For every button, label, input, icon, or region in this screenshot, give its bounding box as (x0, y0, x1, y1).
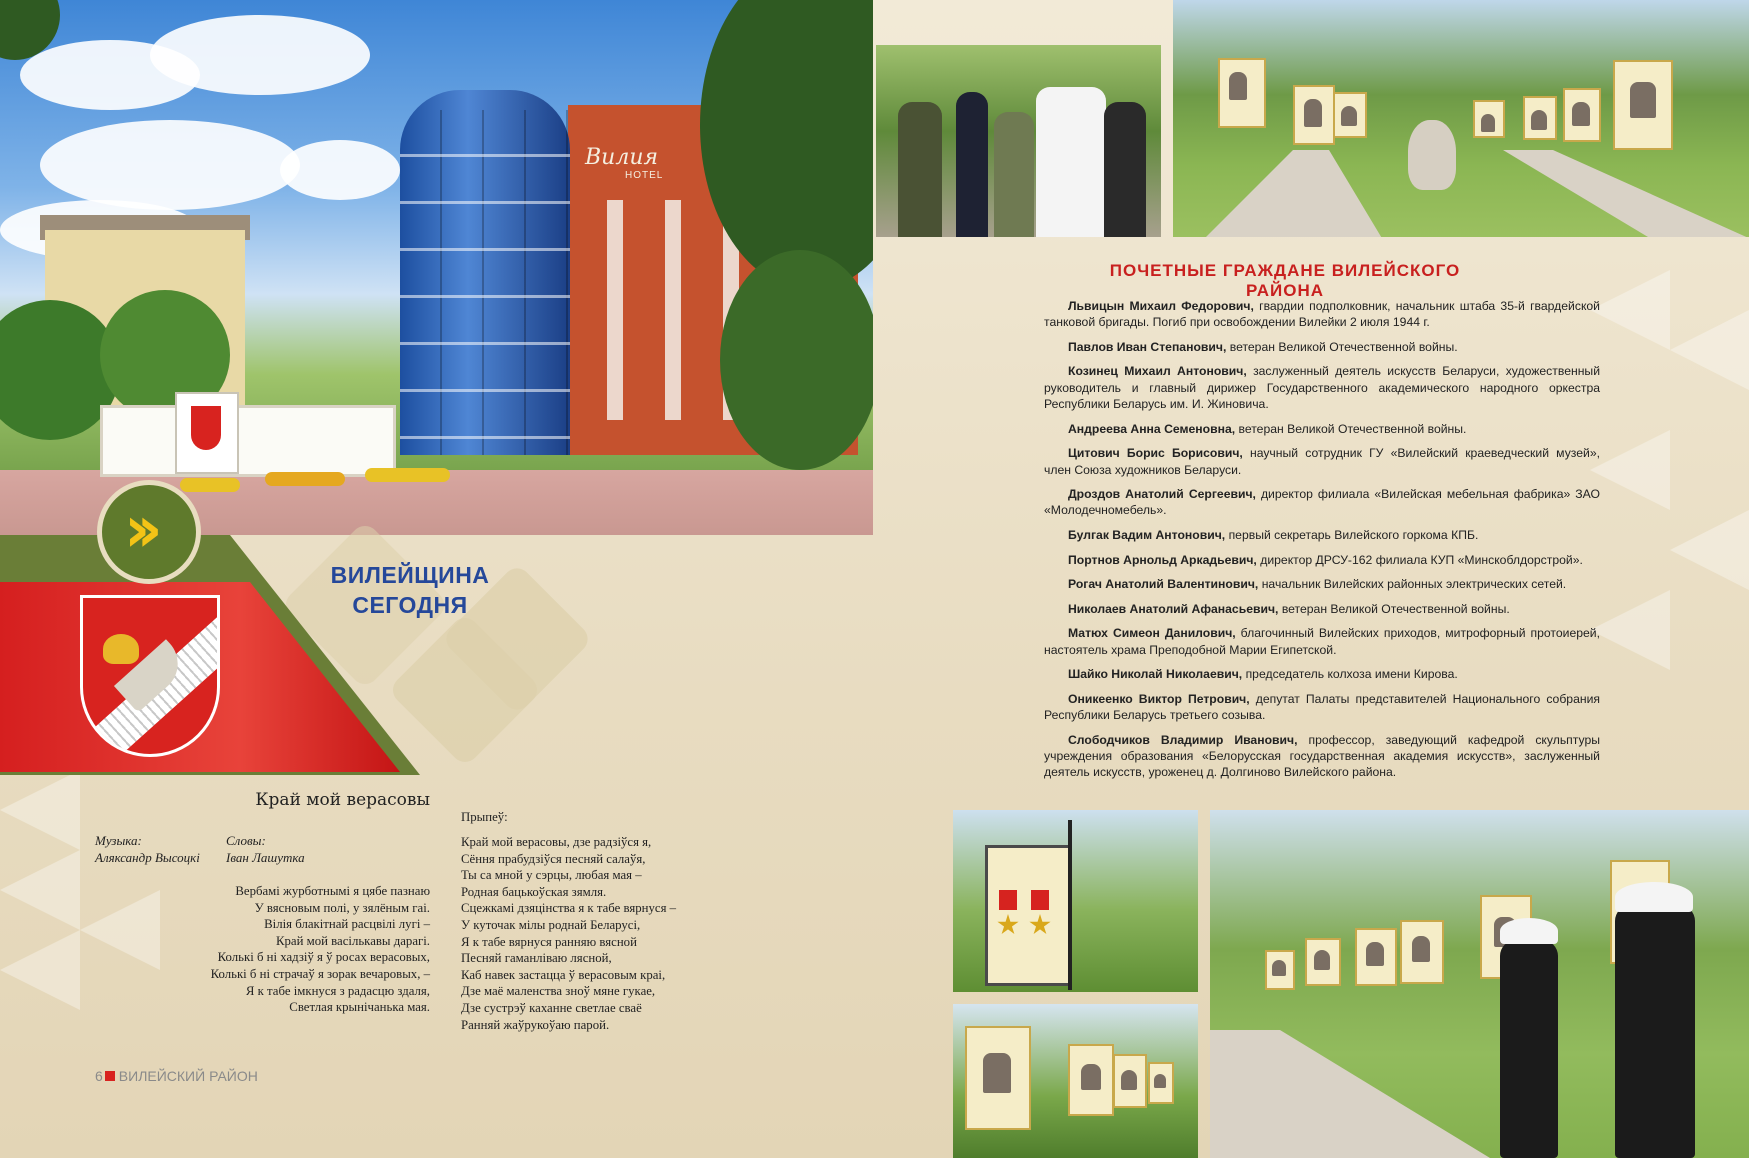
honorary-citizens-title: ПОЧЕТНЫЕ ГРАЖДАНЕ ВИЛЕЙСКОГО РАЙОНА (1109, 261, 1461, 300)
honorary-citizens-list (1044, 298, 1600, 789)
citizen-description: ветеран Великой Отечественной войны. (1278, 601, 1510, 616)
hero-stand-photo (953, 810, 1198, 992)
citizen-entry (1044, 527, 1600, 543)
citizen-description: ветеран Великой Отечественной войны. (1235, 421, 1467, 436)
citizen-name: Рогач Анатолий Валентинович, (1068, 577, 1259, 592)
running-title: ВИЛЕЙСКИЙ РАЙОН (118, 1068, 258, 1084)
song-line: Дзе сустрэў каханне светлае сваё (461, 1000, 642, 1015)
song-line: У вясновым полі, у зялёным гаі. (254, 900, 430, 915)
song-line: У куточак мілы роднай Беларусі, (461, 917, 641, 932)
song-line: Край мой васількавы дарагі. (275, 933, 430, 948)
song-line: Колькі б ні страчаў я зорак вечаровых, – (210, 966, 430, 981)
citizen-entry (1044, 339, 1600, 355)
song-line: Светлая крынічанька мая. (289, 1000, 430, 1015)
song-line: Колькі б ні хадзіў я ў росах верасовых, (217, 950, 430, 965)
coat-of-arms-icon (80, 595, 220, 757)
citizen-description: первый секретарь Вилейского горкома КПБ. (1225, 528, 1479, 543)
hotel-photo (0, 0, 873, 535)
citizen-description: начальник Вилейских районных электрических сетей. (1258, 577, 1567, 592)
red-square-icon (105, 1071, 115, 1081)
song-line: Каб навек застацца ў верасовым краі, (461, 967, 666, 982)
song-line: Сёння прабудзіўся песняй салаўя, (461, 851, 646, 866)
citizen-name: Оникеенко Виктор Петрович, (1068, 691, 1250, 706)
citizen-description: гвардии подполковник, начальник штаба 35-й гвардейской танковой бригады. Погиб при освобождении Вилейки 2 июля 1944 г. (1044, 299, 1600, 330)
citizen-entry (1044, 445, 1600, 478)
citizen-entry (1044, 576, 1600, 592)
hotel-sign: Вилия (585, 145, 659, 170)
citizen-name: Шайко Николай Николаевич, (1068, 667, 1243, 682)
song-chorus (461, 834, 721, 1033)
citizen-name: Львицын Михаил Федорович, (1068, 299, 1254, 313)
song-line: Ранняй жаўрукоўаю парой. (461, 1017, 610, 1032)
music-credit: Музыка: Аляксандр Высоцкі (95, 833, 200, 865)
chorus-label: Прыпеў: (461, 810, 508, 824)
citizen-description: заслуженный деятель искусств Беларуси, художественный руководитель и главный дирижер Государственного академического народного оркестра Республики Беларусь им. И. Жиновича. (1044, 364, 1601, 412)
citizen-entry (1044, 552, 1600, 568)
double-chevron-icon: ›› (97, 480, 201, 584)
song-title: Край мой верасовы (255, 790, 430, 810)
song-line: Дзе маё маленства зноў мяне гукае, (461, 984, 656, 999)
citizen-description: благочинный Вилейских приходов, митрофорный протоиерей, настоятель храма Преподобной Марии Египетской. (1044, 626, 1600, 657)
song-line: Я к табе вярнуся ранняю вясной (461, 934, 637, 949)
citizen-entry (1044, 666, 1600, 682)
hotel-sign-sub: HOTEL (625, 170, 664, 181)
sailors-photo (1210, 810, 1749, 1158)
citizen-name: Павлов Иван Степанович, (1068, 339, 1227, 354)
song-line: Песняй гаманліваю лясной, (461, 951, 612, 966)
citizen-name: Николаев Анатолий Афанасьевич, (1068, 601, 1279, 616)
citizen-name: Андреева Анна Семеновна, (1068, 421, 1236, 436)
song-line: Родная бацькоўская зямля. (461, 884, 607, 899)
citizen-entry (1044, 691, 1600, 724)
citizen-description: ветеран Великой Отечественной войны. (1226, 339, 1458, 354)
page-number: 6 (95, 1068, 103, 1084)
citizen-name: Матюх Симеон Данилович, (1068, 626, 1236, 641)
citizen-entry (1044, 486, 1600, 519)
section-title: ВИЛЕЙЩИНА СЕГОДНЯ (330, 562, 490, 618)
song-line: Сцежкамі дзяцінства я к табе вярнуся – (461, 901, 677, 916)
page-footer (95, 1068, 258, 1084)
background-pattern-right (1590, 250, 1749, 770)
portrait-stands-photo (953, 1004, 1198, 1158)
citizen-entry (1044, 298, 1600, 331)
citizen-description: научный сотрудник ГУ «Вилейский краеведческий музей», член Союза художников Беларуси. (1044, 446, 1600, 477)
citizen-name: Булгак Вадим Антонович, (1068, 528, 1226, 543)
citizen-name: Слободчиков Владимир Иванович, (1068, 732, 1298, 747)
citizen-name: Козинец Михаил Антонович, (1068, 364, 1247, 379)
song-line: Вілія блакітнай расцвілі лугі – (264, 917, 430, 932)
citizen-entry (1044, 421, 1600, 437)
citizen-entry (1044, 363, 1600, 412)
citizen-entry (1044, 732, 1600, 781)
citizen-name: Цитович Борис Борисович, (1068, 446, 1243, 461)
citizen-name: Портнов Арнольд Аркадьевич, (1068, 552, 1257, 567)
officials-photo (876, 45, 1161, 237)
honor-alley-photo (1173, 0, 1749, 237)
song-line: Я к табе імкнуся з радасцю здаля, (245, 983, 430, 998)
citizen-description: депутат Палаты представителей Национального собрания Республики Беларусь третьего созыва. (1044, 691, 1600, 723)
citizen-description: председатель колхоза имени Кирова. (1242, 667, 1458, 682)
song-line: Ты са мной у сэрцы, любая мая – (461, 868, 642, 883)
citizen-description: директор ДРСУ-162 филиала КУП «Минскоблдорстрой». (1256, 552, 1583, 567)
lyrics-credit: Словы: Іван Лашутка (226, 833, 305, 865)
song-verse (130, 883, 430, 1016)
citizen-description: директор филиала «Вилейская мебельная фабрика» ЗАО «Молодечномебель». (1044, 487, 1600, 518)
citizen-description: профессор, заведующий кафедрой скульптуры учреждения образования «Белорусская государственная академия искусств», заслуженный деятель искусств, уроженец д. Долгиново Вилейского района. (1044, 732, 1600, 780)
citizen-name: Дроздов Анатолий Сергеевич, (1068, 487, 1256, 502)
song-line: Вербамі журботнымі я цябе пазнаю (235, 884, 430, 898)
citizen-entry (1044, 601, 1600, 617)
citizen-entry (1044, 625, 1600, 658)
song-line: Край мой верасовы, дзе радзіўся я, (461, 835, 652, 849)
